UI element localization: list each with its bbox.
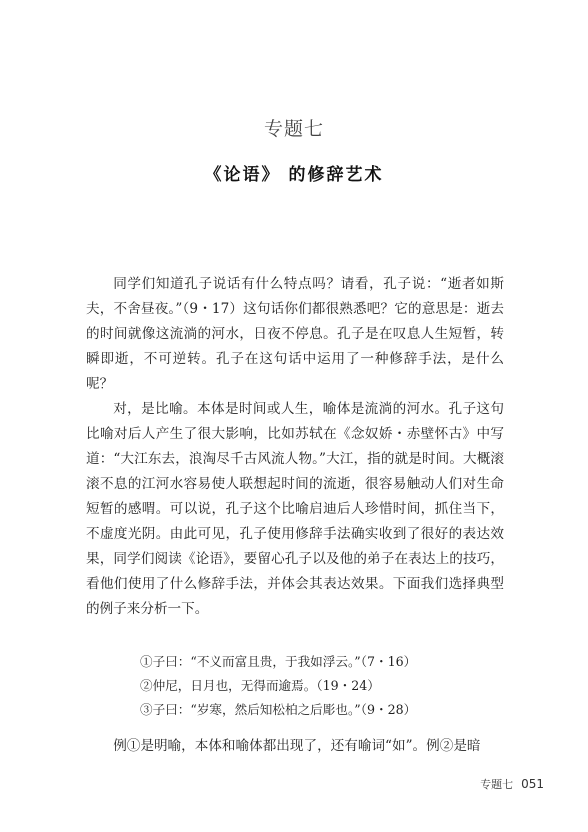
paragraph-2: 对，是比喻。本体是时间或人生，喻体是流淌的河水。孔子这句比喻对后人产生了很大影响，比如苏轼在《念奴娇・赤壁怀古》中写道：“大江东去，浪淘尽千古风流人物。”大江，指的就是时间。大概滚滚不息的江河水容易使人联想起时间的流逝，很容易触动人们对生命短暂的感喟。可以说，孔子这个比喻启迪后人珍惜时间，抓住当下，不虚度光阴。由此可见，孔子使用修辞手法确实收到了很好的表达效果，同学们阅读《论语》，要留心孔子以及他的弟子在表达上的技巧，看他们使用了什么修辞手法，并体会其表达效果。下面我们选择典型的例子来分析一下。 xyxy=(86,401,504,617)
quote-item-1: ①子曰：“不义而富且贵，于我如浮云。”（7・16） xyxy=(140,654,417,669)
footer-section: 专题七 xyxy=(480,778,514,791)
tail-text xyxy=(86,734,504,759)
page-footer xyxy=(480,776,544,792)
quote-item-3: ③子曰：“岁寒，然后知松柏之后彫也。”（9・28） xyxy=(140,702,417,717)
paragraph-3: 例①是明喻，本体和喻体都出现了，还有喻词“如”。例②是暗 xyxy=(113,738,481,754)
page-number: 051 xyxy=(521,777,544,791)
quote-item-2: ②仲尼，日月也，无得而逾焉。（19・24） xyxy=(140,678,380,693)
paragraph-1: 同学们知道孔子说话有什么特点吗？请看，孔子说：“逝者如斯夫，不舍昼夜。”（9・17）这句话你们都很熟悉吧？它的意思是：逝去的时间就像这流淌的河水，日夜不停息。孔子是在叹息人生短暂，转瞬即逝，不可逆转。孔子在这句话中运用了一种修辞手法，是什么呢？ xyxy=(86,276,504,392)
chapter-title: 《论语》 的修辞艺术 xyxy=(204,165,384,185)
quote-list xyxy=(140,650,520,722)
chapter-label: 专题七 xyxy=(263,118,324,140)
body-text xyxy=(86,272,504,622)
